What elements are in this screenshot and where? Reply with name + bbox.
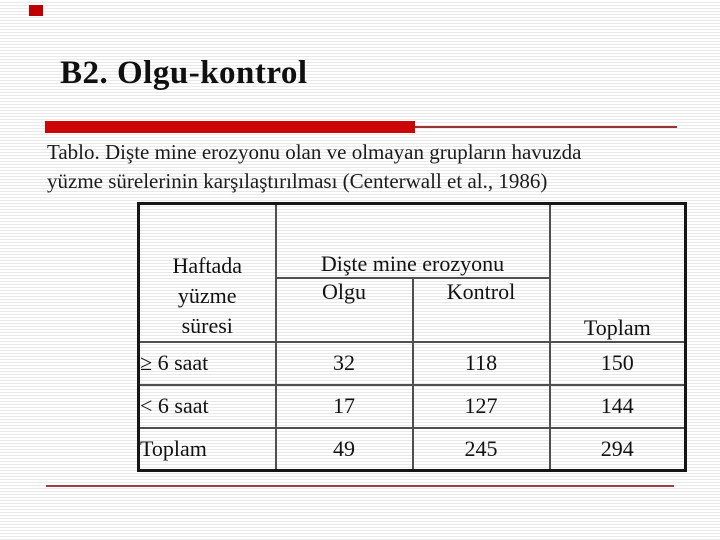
cell-kontrol: 127 <box>413 385 550 428</box>
cell-olgu: 49 <box>276 428 413 471</box>
table-row-lt6 <box>139 385 686 428</box>
bottom-rule <box>46 485 674 487</box>
header-row-group <box>139 204 686 278</box>
col-header-kontrol: Kontrol <box>413 278 550 342</box>
cell-kontrol: 245 <box>413 428 550 471</box>
cell-toplam: 294 <box>550 428 686 471</box>
title-underline-thin-rule <box>415 126 677 128</box>
col-header-olgu: Olgu <box>276 278 413 342</box>
cell-olgu: 17 <box>276 385 413 428</box>
row-variable-line-3: süresi <box>181 312 233 338</box>
group-variable-header: Dişte mine erozyonu <box>276 204 550 278</box>
cell-kontrol: 118 <box>413 342 550 385</box>
row-label: < 6 saat <box>139 385 276 428</box>
table-row-ge6 <box>139 342 686 385</box>
row-variable-header <box>139 204 276 342</box>
table-caption <box>47 138 687 196</box>
table-row-total <box>139 428 686 471</box>
cell-toplam: 150 <box>550 342 686 385</box>
row-label: ≥ 6 saat <box>139 342 276 385</box>
data-table <box>137 202 687 472</box>
slide-title: B2. Olgu-kontrol <box>60 55 308 91</box>
cell-toplam: 144 <box>550 385 686 428</box>
table-container <box>137 202 687 472</box>
row-label: Toplam <box>139 428 276 471</box>
cell-olgu: 32 <box>276 342 413 385</box>
caption-line-1: Tablo. Dişte mine erozyonu olan ve olmayan grupların havuzda <box>47 140 582 164</box>
total-column-header: Toplam <box>550 204 686 342</box>
caption-line-2: yüzme sürelerinin karşılaştırılması (Centerwall et al., 1986) <box>47 169 548 193</box>
row-variable-line-2: yüzme <box>177 282 237 308</box>
row-variable-line-1: Haftada <box>172 252 243 278</box>
title-underline-bar <box>45 121 415 133</box>
red-square-accent <box>29 5 43 16</box>
